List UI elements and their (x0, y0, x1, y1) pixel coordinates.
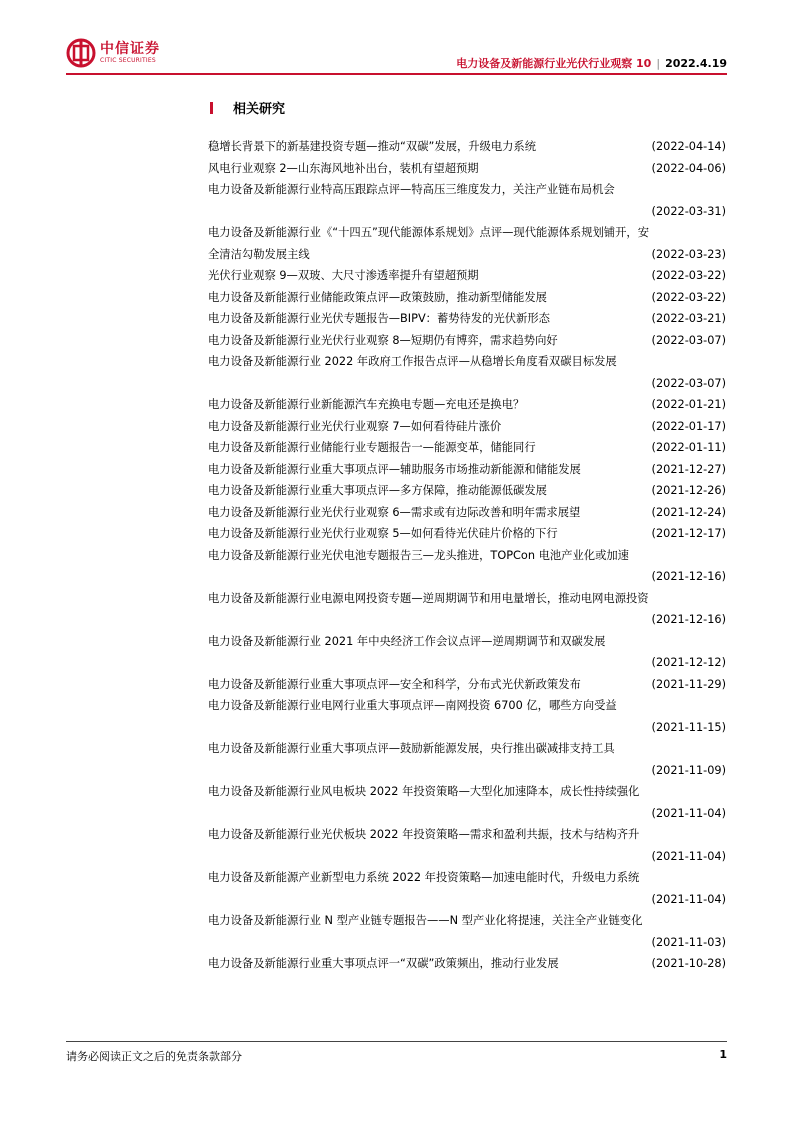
report-title: 电力设备及新能源行业光伏行业观察 10 (456, 57, 652, 70)
research-item-title: 电力设备及新能源行业光伏板块 2022 年投资策略—需求和盈利共振，技术与结构齐升 (208, 828, 640, 841)
research-item-date: (2022-01-17) (651, 419, 726, 433)
research-item-date: (2021-11-03) (651, 935, 726, 949)
research-item (208, 308, 726, 330)
report-date: 2022.4.19 (665, 57, 727, 70)
research-item (208, 695, 726, 738)
research-item (208, 631, 726, 674)
research-item-date: (2021-12-24) (651, 505, 726, 519)
research-item-title: 电力设备及新能源行业重大事项点评一“双碳”政策频出，推动行业发展 (208, 957, 559, 970)
footer-disclaimer: 请务必阅读正文之后的免责条款部分 (66, 1050, 242, 1063)
research-item-title: 电力设备及新能源行业储能行业专题报告一—能源变革，储能同行 (208, 441, 536, 454)
research-item-title: 电力设备及新能源行业重大事项点评—辅助服务市场推动新能源和储能发展 (208, 462, 581, 476)
research-item-date: (2022-03-23) (651, 247, 726, 261)
section-heading (210, 98, 285, 117)
logo-chinese-name: 中信证券 (100, 41, 160, 57)
research-item-title: 电力设备及新能源行业新能源汽车充换电专题—充电还是换电？ (208, 398, 525, 411)
research-item (208, 394, 726, 416)
research-item-date: (2021-12-12) (651, 656, 726, 669)
research-item (208, 953, 726, 975)
research-item (208, 910, 726, 953)
research-item-title: 电力设备及新能源行业 2022 年政府工作报告点评—从稳增长角度看双碳目标发展 (208, 355, 617, 368)
logo-english-name: CITIC SECURITIES (100, 57, 156, 64)
research-item-title: 电力设备及新能源行业光伏电池专题报告三—龙头推进，TOPCon 电池产业化或加速 (208, 548, 629, 562)
research-item-date: (2021-12-17) (651, 527, 726, 540)
research-item (208, 867, 726, 910)
research-item (208, 222, 726, 265)
section-title: 相关研究 (233, 102, 286, 117)
research-item-title: 稳增长背景下的新基建投资专题—推动“双碳”发展，升级电力系统 (208, 140, 537, 153)
header-separator: | (656, 57, 661, 70)
research-item-date: (2022-03-07) (651, 333, 726, 347)
research-item-title: 电力设备及新能源行业电网行业重大事项点评—南网投资 6700 亿，哪些方向受益 (208, 699, 617, 712)
research-item-date: (2021-11-04) (651, 849, 726, 863)
research-item-date: (2022-03-22) (651, 269, 726, 282)
research-item-date: (2021-11-15) (651, 720, 726, 734)
page-number: 1 (719, 1048, 727, 1061)
citic-logo-icon (66, 38, 96, 68)
report-header (456, 55, 727, 71)
research-item-date: (2022-01-21) (651, 398, 726, 411)
research-item (208, 480, 726, 502)
research-item-date: (2021-11-09) (651, 763, 726, 777)
research-item-date: (2022-03-07) (651, 376, 726, 390)
research-item (208, 179, 726, 222)
research-item (208, 674, 726, 696)
research-item-date: (2022-04-06) (651, 161, 726, 175)
research-item (208, 136, 726, 158)
research-item (208, 330, 726, 352)
research-item-date: (2022-03-31) (651, 204, 726, 218)
footer-divider (66, 1041, 727, 1042)
research-item-title: 电力设备及新能源行业《“十四五”现代能源体系规划》点评—现代能源体系规划铺开，安 (208, 226, 649, 239)
research-item (208, 265, 726, 287)
related-research-list (208, 136, 726, 975)
research-item-title: 电力设备及新能源行业重大事项点评—鼓励新能源发展，央行推出碳减排支持工具 (208, 742, 615, 755)
research-item-title: 电力设备及新能源行业重大事项点评—安全和科学，分布式光伏新政策发布 (208, 677, 581, 691)
research-item-title: 电力设备及新能源行业光伏行业观察 7—如何看待硅片涨价 (208, 419, 502, 433)
header-divider (66, 73, 727, 75)
research-item-date: (2021-11-29) (651, 677, 726, 691)
section-marker (210, 102, 213, 114)
research-item-title: 风电行业观察 2—山东海风地补出台，装机有望超预期 (208, 161, 479, 175)
research-item-date: (2021-12-16) (651, 613, 726, 626)
research-item-title: 光伏行业观察 9—双玻、大尺寸渗透率提升有望超预期 (208, 269, 479, 282)
citic-logo (66, 38, 160, 68)
research-item-date: (2022-03-21) (651, 312, 726, 325)
research-item (208, 781, 726, 824)
research-item (208, 437, 726, 459)
research-item-date: (2022-04-14) (651, 140, 726, 153)
research-item (208, 158, 726, 180)
research-item-title: 电力设备及新能源行业重大事项点评—多方保障，推动能源低碳发展 (208, 484, 547, 497)
research-item-date: (2022-03-22) (651, 290, 726, 304)
research-item (208, 459, 726, 481)
research-item (208, 502, 726, 524)
research-item (208, 588, 726, 631)
research-item-date: (2021-11-04) (651, 892, 726, 906)
research-item-title-continued: 全清洁勾勒发展主线 (208, 247, 310, 261)
research-item-title: 电力设备及新能源行业特高压跟踪点评—特高压三维度发力，关注产业链布局机会 (208, 183, 615, 196)
research-item-title: 电力设备及新能源行业 2021 年中央经济工作会议点评—逆周期调节和双碳发展 (208, 634, 606, 648)
research-item (208, 523, 726, 545)
research-item-date: (2021-12-16) (651, 570, 726, 583)
research-item (208, 545, 726, 588)
research-item-title: 电力设备及新能源行业光伏行业观察 5—如何看待光伏硅片价格的下行 (208, 527, 558, 540)
research-item (208, 287, 726, 309)
research-item (208, 351, 726, 394)
research-item-title: 电力设备及新能源行业风电板块 2022 年投资策略—大型化加速降本，成长性持续强化 (208, 785, 640, 798)
research-item-date: (2021-12-27) (651, 462, 726, 476)
research-item-title: 电力设备及新能源行业储能政策点评—政策鼓励，推动新型储能发展 (208, 290, 547, 304)
research-item-title: 电力设备及新能源行业光伏行业观察 8—短期仍有博弈，需求趋势向好 (208, 333, 558, 347)
research-item-date: (2021-11-04) (651, 806, 726, 820)
research-item (208, 738, 726, 781)
research-item-title: 电力设备及新能源行业光伏专题报告—BIPV：蓄势待发的光伏新形态 (208, 312, 550, 325)
research-item-title: 电力设备及新能源行业 N 型产业链专题报告——N 型产业化将提速，关注全产业链变化 (208, 914, 643, 927)
research-item-title: 电力设备及新能源产业新型电力系统 2022 年投资策略—加速电能时代，升级电力系统 (208, 871, 640, 884)
research-item-date: (2022-01-11) (651, 441, 726, 454)
research-item-title: 电力设备及新能源行业电源电网投资专题—逆周期调节和用电量增长，推动电网电源投资 (208, 591, 649, 605)
research-item-date: (2021-10-28) (651, 957, 726, 970)
research-item (208, 824, 726, 867)
research-item (208, 416, 726, 438)
research-item-date: (2021-12-26) (651, 484, 726, 497)
research-item-title: 电力设备及新能源行业光伏行业观察 6—需求或有边际改善和明年需求展望 (208, 505, 581, 519)
